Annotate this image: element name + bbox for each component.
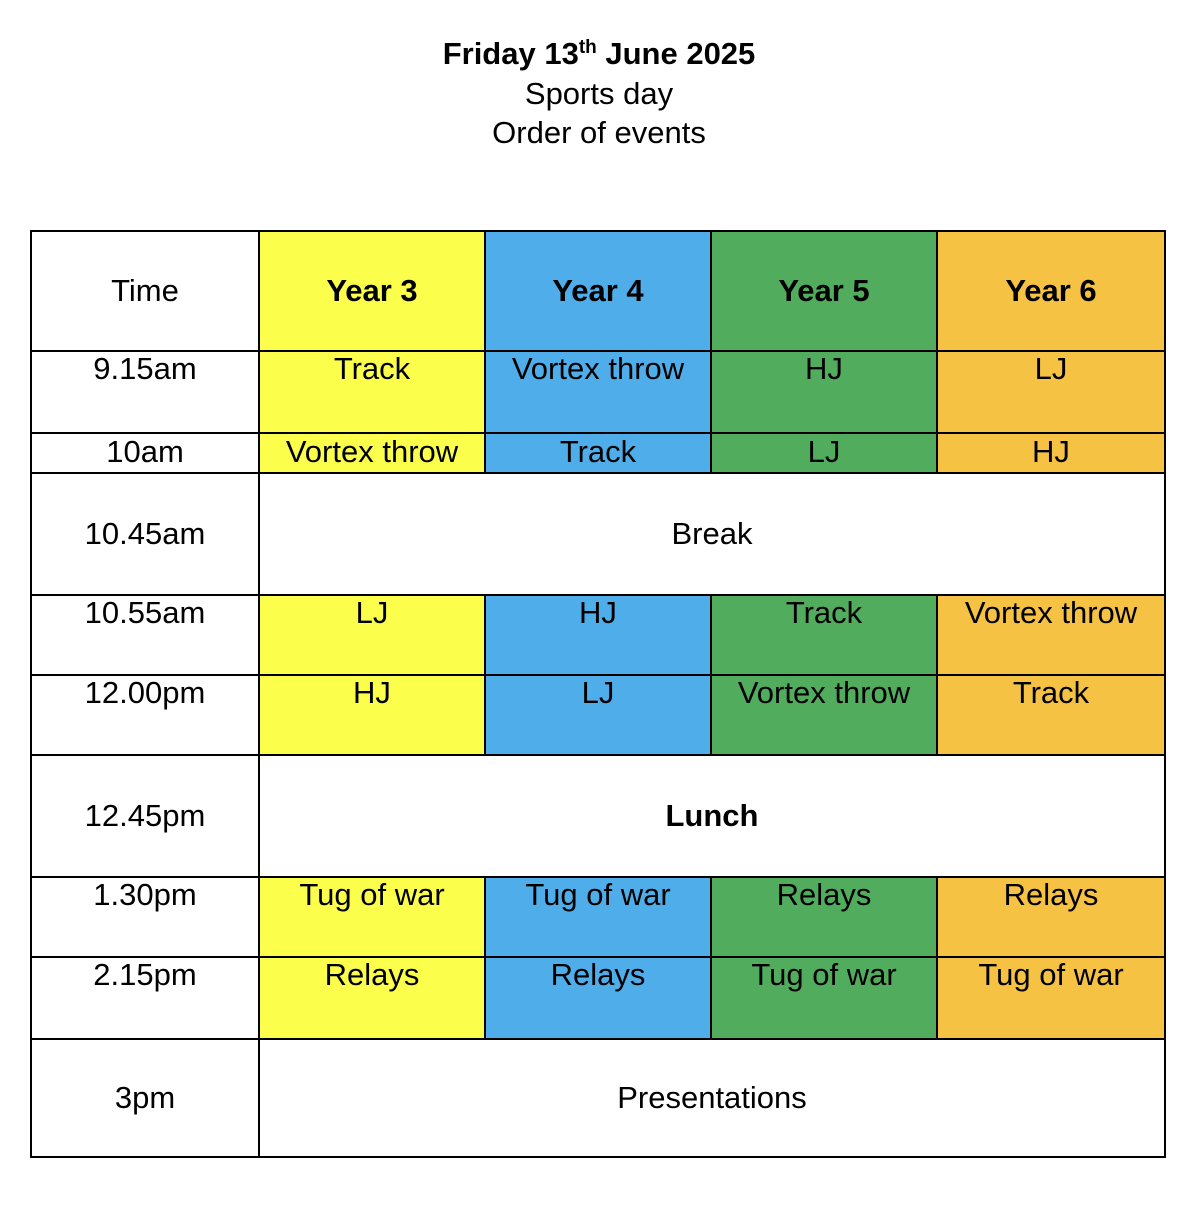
event-cell-year-6: Tug of war — [937, 957, 1165, 1039]
event-cell-year-4: Relays — [485, 957, 711, 1039]
event-cell-year-5: Tug of war — [711, 957, 937, 1039]
table-row — [31, 675, 1165, 755]
subtitle-order-of-events: Order of events — [492, 115, 706, 150]
time-cell: 12.00pm — [31, 675, 259, 755]
event-cell-year-3: LJ — [259, 595, 485, 675]
event-cell-year-3: Relays — [259, 957, 485, 1039]
title-ordinal-suffix: th — [578, 37, 597, 58]
event-cell-year-5: Track — [711, 595, 937, 675]
event-cell-year-6: Track — [937, 675, 1165, 755]
table-row-break — [31, 473, 1165, 595]
table-row — [31, 595, 1165, 675]
lunch-cell: Lunch — [259, 755, 1165, 877]
event-cell-year-6: Relays — [937, 877, 1165, 957]
column-header-time: Time — [31, 231, 259, 351]
time-cell: 10am — [31, 433, 259, 473]
column-header-year-5: Year 5 — [711, 231, 937, 351]
time-cell: 10.45am — [31, 473, 259, 595]
column-header-year-6: Year 6 — [937, 231, 1165, 351]
time-cell: 12.45pm — [31, 755, 259, 877]
event-cell-year-5: Vortex throw — [711, 675, 937, 755]
event-cell-year-6: Vortex throw — [937, 595, 1165, 675]
event-cell-year-3: Vortex throw — [259, 433, 485, 473]
event-cell-year-5: Relays — [711, 877, 937, 957]
event-cell-year-4: LJ — [485, 675, 711, 755]
event-cell-year-5: HJ — [711, 351, 937, 433]
time-cell: 9.15am — [31, 351, 259, 433]
event-cell-year-6: HJ — [937, 433, 1165, 473]
time-cell: 1.30pm — [31, 877, 259, 957]
subtitle: Sports day — [524, 76, 674, 111]
time-cell: 2.15pm — [31, 957, 259, 1039]
column-header-year-3: Year 3 — [259, 231, 485, 351]
table-row — [31, 957, 1165, 1039]
event-cell-year-4: HJ — [485, 595, 711, 675]
table-row-lunch — [31, 755, 1165, 877]
break-cell: Break — [259, 473, 1165, 595]
table-row — [31, 351, 1165, 433]
event-cell-year-4: Track — [485, 433, 711, 473]
event-cell-year-3: Tug of war — [259, 877, 485, 957]
title-month-year: June 2025 — [596, 36, 756, 71]
event-cell-year-6: LJ — [937, 351, 1165, 433]
page-title — [0, 34, 1198, 74]
table-row-presentations — [31, 1039, 1165, 1157]
time-cell: 10.55am — [31, 595, 259, 675]
event-cell-year-3: HJ — [259, 675, 485, 755]
event-cell-year-5: LJ — [711, 433, 937, 473]
event-cell-year-4: Tug of war — [485, 877, 711, 957]
table-row — [31, 433, 1165, 473]
presentations-cell: Presentations — [259, 1039, 1165, 1157]
events-schedule-table — [30, 230, 1166, 1158]
title-day: Friday 13 — [442, 36, 579, 71]
document-header — [0, 34, 1198, 152]
table-header-row — [31, 231, 1165, 351]
event-cell-year-4: Vortex throw — [485, 351, 711, 433]
event-cell-year-3: Track — [259, 351, 485, 433]
column-header-year-4: Year 4 — [485, 231, 711, 351]
table-row — [31, 877, 1165, 957]
time-cell: 3pm — [31, 1039, 259, 1157]
